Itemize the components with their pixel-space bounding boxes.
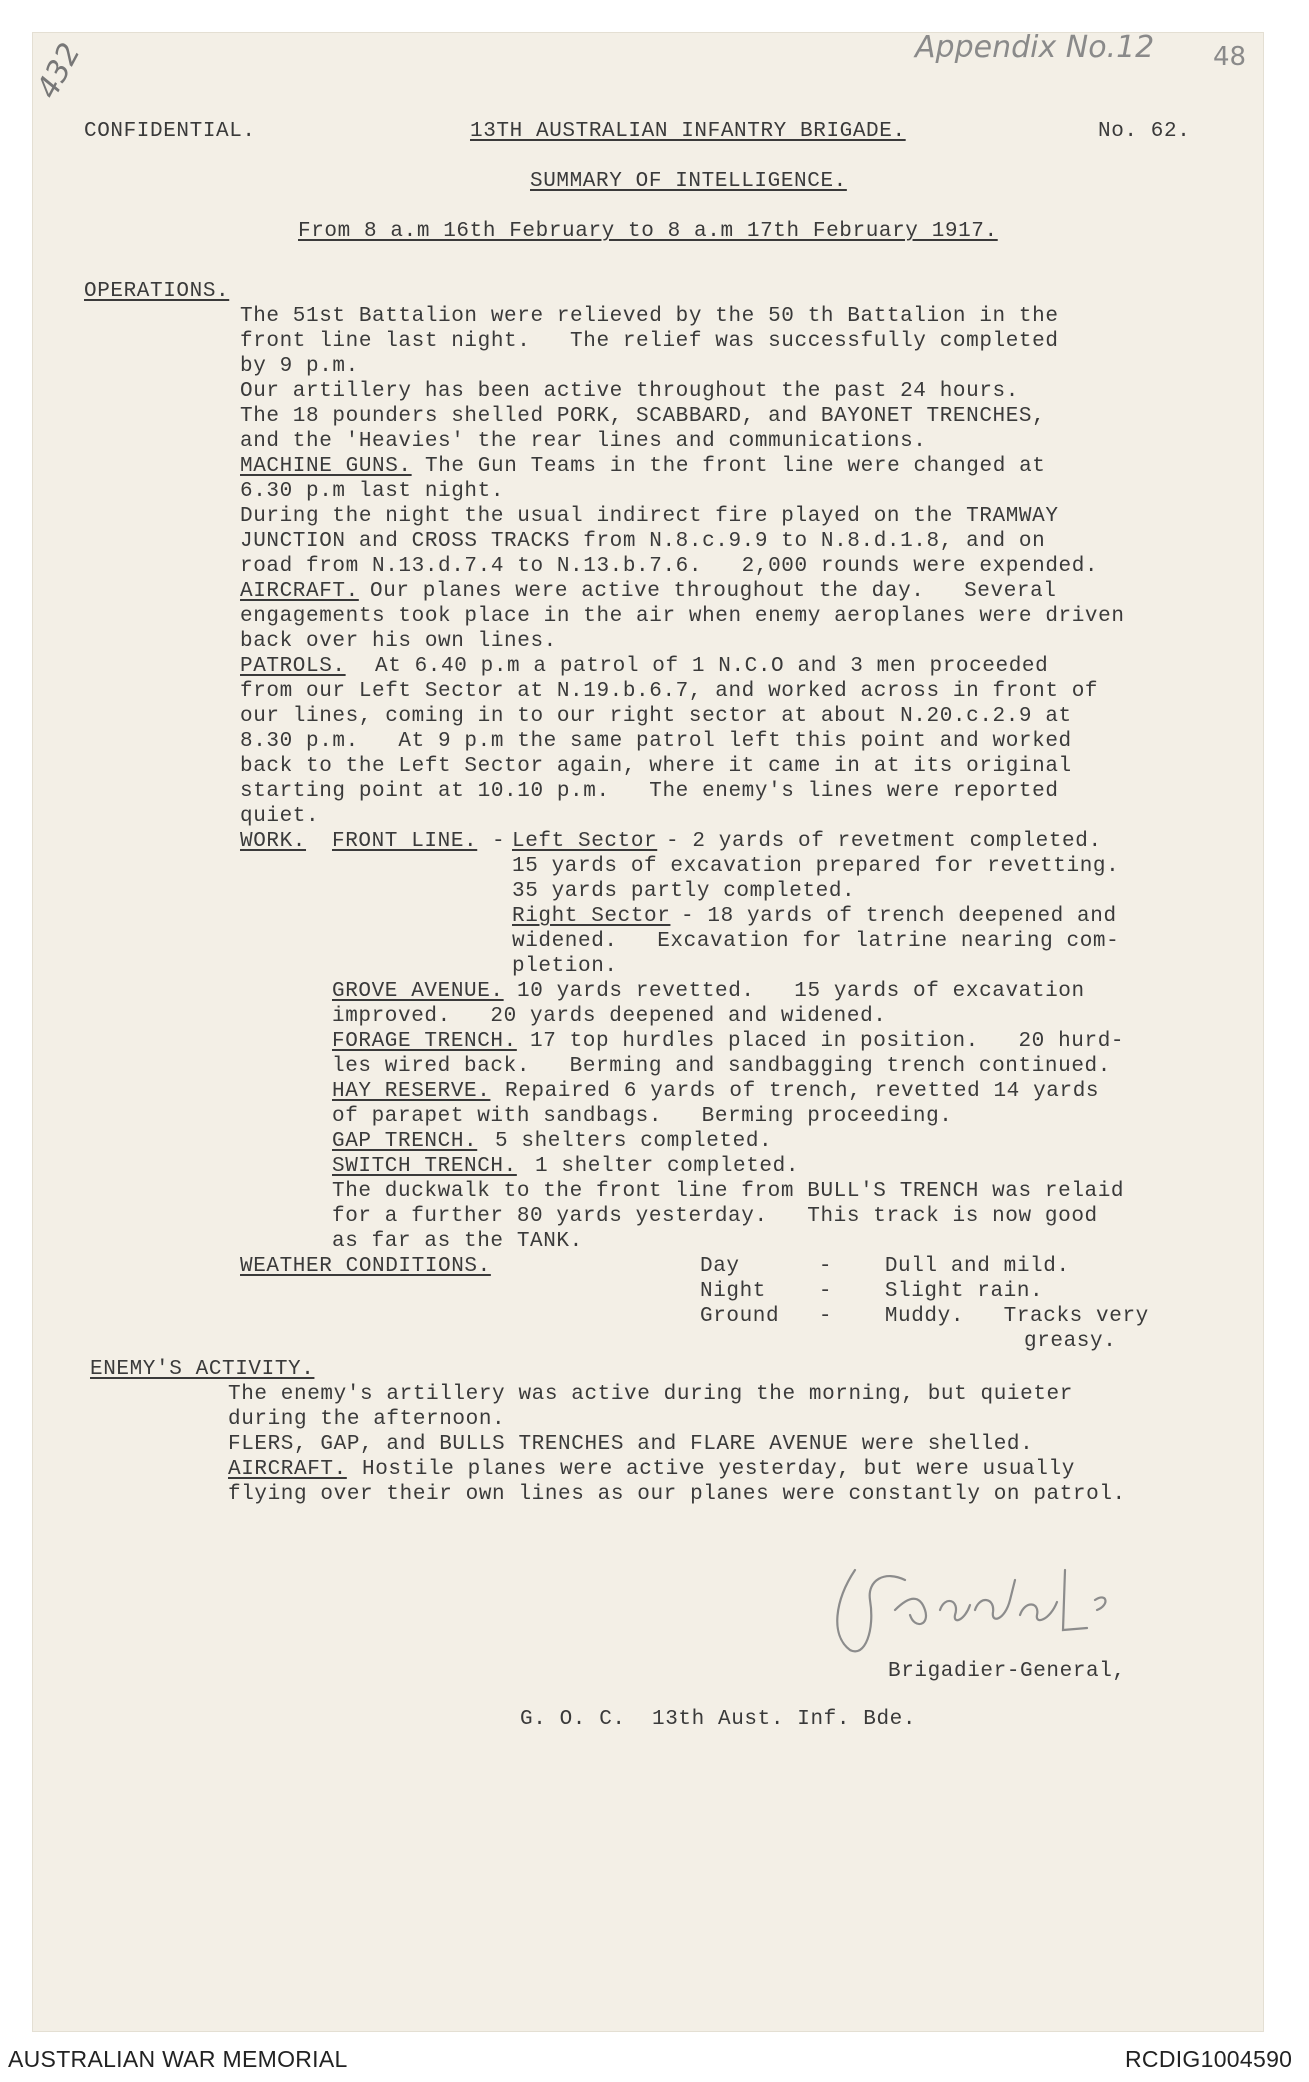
body-line: widened. Excavation for latrine nearing com- (512, 930, 1120, 953)
body-line: The 51st Battalion were relieved by the 50 th Battalion in the (240, 305, 1059, 328)
body-line: front line last night. The relief was successfully completed (240, 330, 1059, 353)
body-line: Night - Slight rain. (700, 1280, 1044, 1303)
body-line: GROVE AVENUE. (332, 980, 504, 1003)
body-line: for a further 80 yards yesterday. This track is now good (332, 1205, 1098, 1228)
body-line: during the afternoon. (228, 1408, 506, 1431)
body-line: The 18 pounders shelled PORK, SCABBARD, and BAYONET TRENCHES, (240, 405, 1046, 428)
body-line: of parapet with sandbags. Berming proceeding. (332, 1105, 953, 1128)
body-line: as far as the TANK. (332, 1230, 583, 1253)
body-line: MACHINE GUNS. (240, 455, 412, 478)
body-line: SWITCH TRENCH. (332, 1155, 517, 1178)
footer-source: AUSTRALIAN WAR MEMORIAL (8, 2046, 348, 2072)
body-line: 5 shelters completed. (495, 1130, 773, 1153)
signatory-title: Brigadier-General, (888, 1660, 1126, 1683)
body-line: 1 shelter completed. (535, 1155, 800, 1178)
appendix-annotation: Appendix No.12 (915, 30, 1155, 65)
brigade-name: 13TH AUSTRALIAN INFANTRY BRIGADE. (470, 120, 906, 143)
body-line: Hostile planes were active yesterday, but were usually (362, 1458, 1075, 1481)
body-line: back to the Left Sector again, where it came in at its original (240, 755, 1072, 778)
body-line: starting point at 10.10 p.m. The enemy's lines were reported (240, 780, 1059, 803)
body-line: from our Left Sector at N.19.b.6.7, and worked across in front of (240, 680, 1099, 703)
body-line: At 6.40 p.m a patrol of 1 N.C.O and 3 men proceeded (375, 655, 1049, 678)
body-line: 15 yards of excavation prepared for revetting. (512, 855, 1120, 878)
body-line: 8.30 p.m. At 9 p.m the same patrol left this point and worked (240, 730, 1072, 753)
body-line: 17 top hurdles placed in position. 20 hurd- (530, 1030, 1125, 1053)
folio-number: 432 (30, 37, 88, 105)
body-line: ENEMY'S ACTIVITY. (90, 1358, 315, 1381)
body-line: greasy. (1024, 1330, 1117, 1353)
body-line: FORAGE TRENCH. (332, 1030, 517, 1053)
body-line: Left Sector (512, 830, 658, 853)
body-line: pletion. (512, 955, 618, 978)
body-line: WORK. (240, 830, 307, 853)
body-line: - 18 yards of trench deepened and (681, 905, 1117, 928)
body-line: back over his own lines. (240, 630, 557, 653)
body-line: Our planes were active throughout the day. Several (370, 580, 1057, 603)
summary-number: No. 62. (1098, 120, 1191, 143)
footer-id: RCDIG1004590 (1125, 2046, 1293, 2072)
body-line: FRONT LINE. (332, 830, 478, 853)
body-line: Repaired 6 yards of trench, revetted 14 yards (505, 1080, 1100, 1103)
body-line: During the night the usual indirect fire played on the TRAMWAY (240, 505, 1059, 528)
body-line: our lines, coming in to our right sector at about N.20.c.2.9 at (240, 705, 1072, 728)
body-line: - 2 yards of revetment completed. (666, 830, 1102, 853)
body-line: Our artillery has been active throughout the past 24 hours. (240, 380, 1019, 403)
classification-label: CONFIDENTIAL. (84, 120, 256, 143)
body-line: The enemy's artillery was active during the morning, but quieter (228, 1383, 1073, 1406)
body-line: PATROLS. (240, 655, 346, 678)
body-line: quiet. (240, 805, 320, 828)
body-line: Day - Dull and mild. (700, 1255, 1070, 1278)
body-line: road from N.13.d.7.4 to N.13.b.7.6. 2,000 rounds were expended. (240, 555, 1099, 578)
reporting-period: From 8 a.m 16th February to 8 a.m 17th February 1917. (298, 220, 998, 243)
body-line: 6.30 p.m last night. (240, 480, 505, 503)
signatory-unit: G. O. C. 13th Aust. Inf. Bde. (520, 1708, 917, 1731)
body-line: 10 yards revetted. 15 yards of excavation (517, 980, 1085, 1003)
body-line: FLERS, GAP, and BULLS TRENCHES and FLARE AVENUE were shelled. (228, 1433, 1034, 1456)
body-line: 35 yards partly completed. (512, 880, 856, 903)
body-line: OPERATIONS. (84, 280, 230, 303)
document-title: SUMMARY OF INTELLIGENCE. (530, 170, 847, 193)
body-line: Right Sector (512, 905, 671, 928)
page-number: 48 (1213, 42, 1247, 72)
body-line: flying over their own lines as our planes were constantly on patrol. (228, 1483, 1126, 1506)
body-line: and the 'Heavies' the rear lines and communications. (240, 430, 927, 453)
body-line: The duckwalk to the front line from BULL'S TRENCH was relaid (332, 1180, 1125, 1203)
body-line: The Gun Teams in the front line were changed at (425, 455, 1046, 478)
body-line: by 9 p.m. (240, 355, 359, 378)
body-line: les wired back. Berming and sandbagging trench continued. (332, 1055, 1111, 1078)
body-line: improved. 20 yards deepened and widened. (332, 1005, 887, 1028)
body-line: AIRCRAFT. (228, 1458, 347, 1481)
body-line: - (492, 830, 506, 853)
body-line: WEATHER CONDITIONS. (240, 1255, 491, 1278)
body-line: HAY RESERVE. (332, 1080, 491, 1103)
signature-scribble (825, 1540, 1125, 1660)
body-line: GAP TRENCH. (332, 1130, 478, 1153)
body-line: AIRCRAFT. (240, 580, 359, 603)
body-line: engagements took place in the air when enemy aeroplanes were driven (240, 605, 1125, 628)
body-line: Ground - Muddy. Tracks very (700, 1305, 1149, 1328)
body-line: JUNCTION and CROSS TRACKS from N.8.c.9.9 to N.8.d.1.8, and on (240, 530, 1046, 553)
signature-name (840, 1550, 844, 1551)
